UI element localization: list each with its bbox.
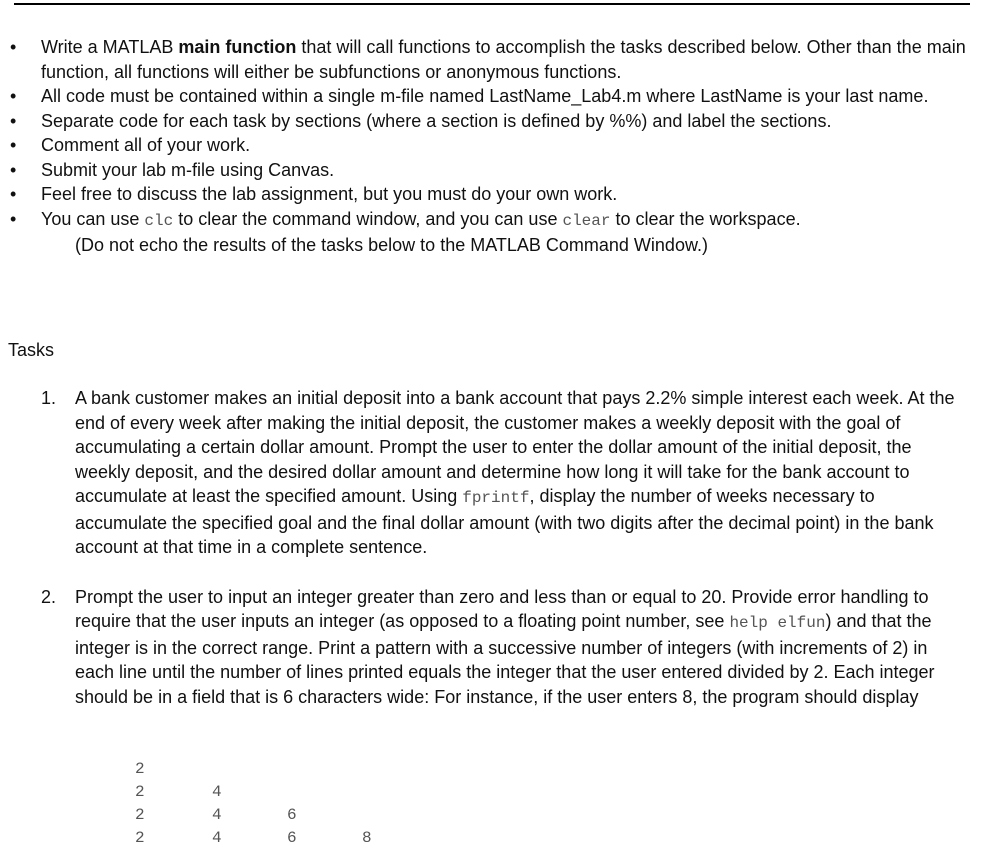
instructions-list <box>0 35 984 258</box>
bullet-icon: • <box>10 159 17 180</box>
pattern-value: 4 <box>212 829 222 847</box>
inline-code: clc <box>144 211 174 230</box>
list-item: • Feel free to discuss the lab assignment, but you must do your own work. <box>0 182 984 207</box>
bold-text: main function <box>178 37 297 57</box>
pattern-value: 2 <box>135 829 145 847</box>
pattern-value: 6 <box>287 829 297 847</box>
top-rule <box>14 3 970 5</box>
pattern-row <box>0 781 984 804</box>
tasks-list <box>0 386 984 709</box>
bullet-icon: • <box>10 37 17 57</box>
list-item: • Separate code for each task by sections (where a section is defined by %%) and label the sections. <box>0 109 984 134</box>
bullet-icon: • <box>10 184 17 204</box>
pattern-value: 6 <box>287 806 297 824</box>
bullet-icon: • <box>10 135 17 155</box>
pattern-value: 2 <box>135 806 145 824</box>
pattern-value: 2 <box>135 760 145 778</box>
pattern-value: 4 <box>212 783 222 801</box>
task-item: 1. A bank customer makes an initial deposit into a bank account that pays 2.2% simple interest each week. At the end of every week after making the initial deposit, the customer makes a weekly deposit with the goal of accumulating a certain dollar amount. Prompt the user to enter the dollar amount of the initial deposit, the weekly deposit, and the desired dollar amount and determine how long it will take for the bank account to accumulate at least the specified amount. Using fprintf, display the number of weeks necessary to accumulate the specified goal and the final dollar amount (with two digits after the decimal point) in the bank account at that time in a complete sentence. <box>41 388 955 557</box>
pattern-row <box>0 758 984 781</box>
pattern-value: 2 <box>135 783 145 801</box>
tasks-heading: Tasks <box>8 340 55 360</box>
pattern-value: 4 <box>212 806 222 824</box>
example-output-pattern <box>0 758 984 850</box>
pattern-value: 8 <box>362 829 372 847</box>
inline-code: fprintf <box>462 489 530 507</box>
bullet-icon: • <box>10 208 17 229</box>
list-item: • You can use clc to clear the command window, and you can use clear to clear the workspace. (Do not echo the results of the tasks below to the MATLAB Command Window.) <box>0 207 984 258</box>
list-item: • Write a MATLAB main function that will call functions to accomplish the tasks described below. Other than the main function, all functions will either be subfunctions or anonymous functions. <box>10 37 966 82</box>
list-item: • Comment all of your work. <box>0 133 984 158</box>
bullet-icon: • <box>10 110 17 131</box>
pattern-row <box>0 827 984 850</box>
pattern-row <box>0 804 984 827</box>
bullet-icon: • <box>10 86 17 106</box>
task-number: 2. <box>41 586 57 607</box>
inline-code: clear <box>562 211 611 230</box>
note-text: (Do not echo the results of the tasks below to the MATLAB Command Window.) <box>75 235 708 255</box>
task-item: 2. Prompt the user to input an integer greater than zero and less than or equal to 20. Provide error handling to require that the user inputs an integer (as opposed to a floating point number, see help elfun) and that the integer is in the correct range. Print a pattern with a successive number of integers (with increments of 2) in each line until the number of lines printed equals the integer that the user entered divided by 2. Each integer should be in a field that is 6 characters wide: For instance, if the user enters 8, the program should display <box>41 586 935 707</box>
list-item: • Submit your lab m-file using Canvas. <box>0 158 984 183</box>
task-number: 1. <box>41 388 57 408</box>
inline-code: help elfun <box>729 614 826 632</box>
list-item: • All code must be contained within a single m-file named LastName_Lab4.m where LastName is your last name. <box>0 84 984 109</box>
